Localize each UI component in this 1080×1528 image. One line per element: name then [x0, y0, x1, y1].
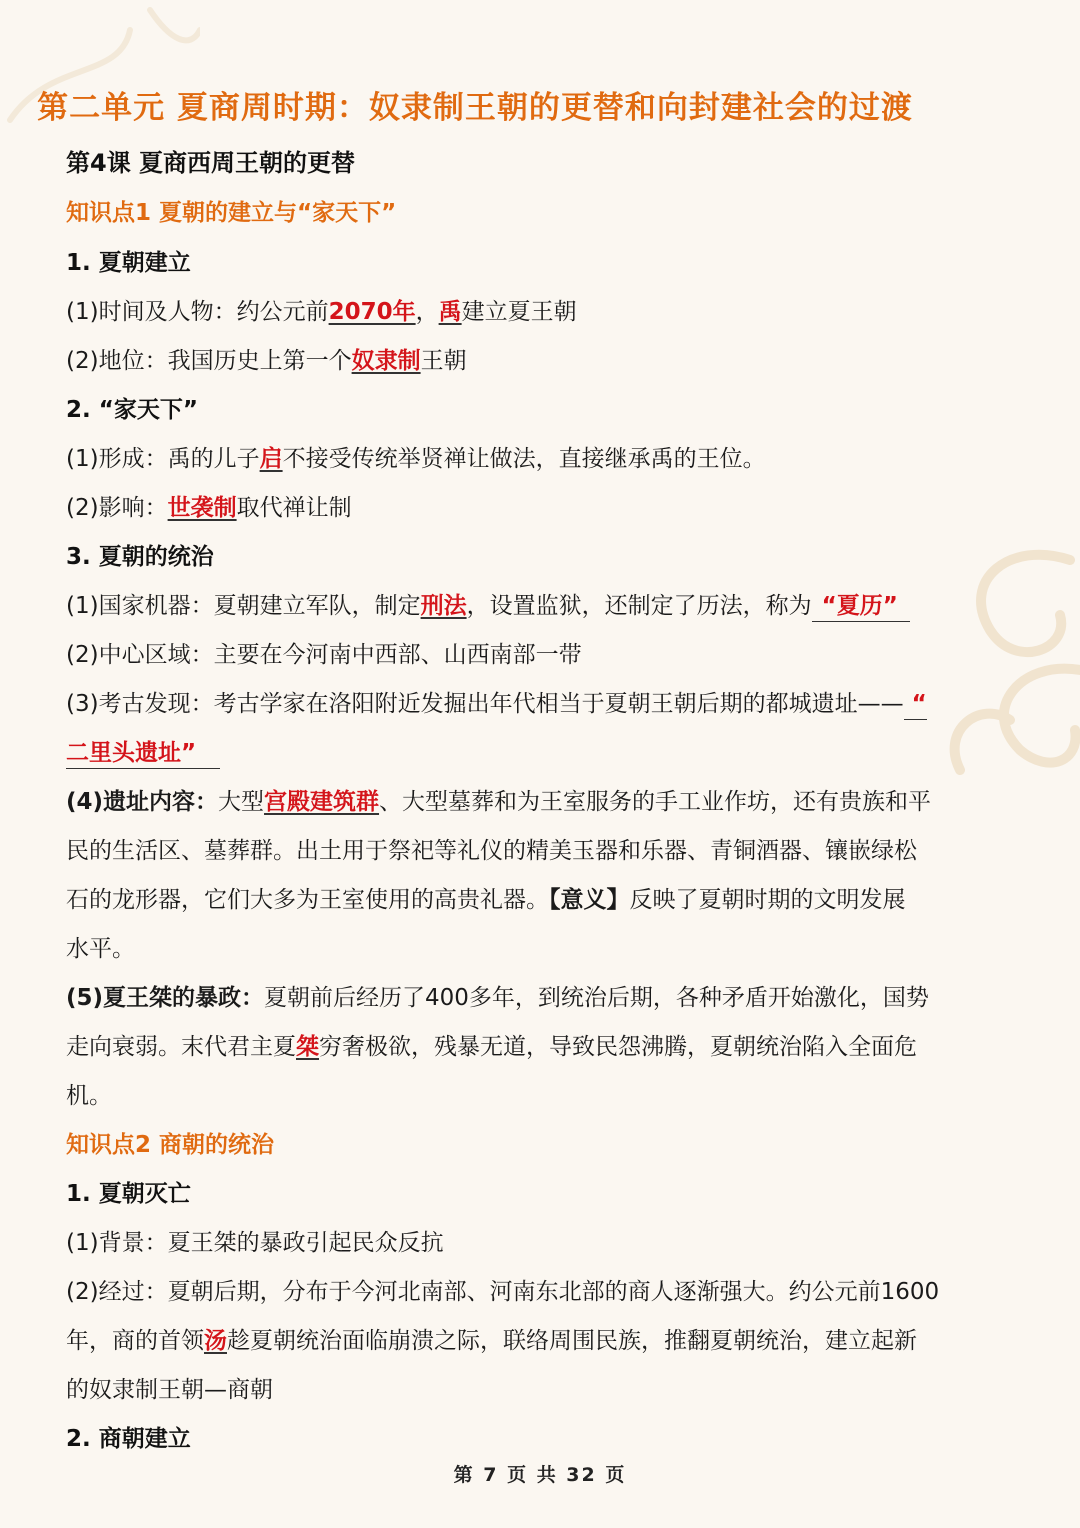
key-term: 奴隶制: [351, 348, 421, 374]
text-line: 水平。: [66, 936, 135, 962]
text-line: (1)背景：夏王桀的暴政引起民众反抗: [66, 1230, 444, 1256]
page-number: 第 7 页 共 32 页: [453, 1464, 627, 1486]
key-term: 宫殿建筑群: [264, 789, 380, 815]
knowledge-point-2-heading: 知识点2 商朝的统治: [66, 1132, 275, 1158]
section-heading: 2. “家天下”: [66, 397, 198, 423]
text-line: 年，商的首领汤趁夏朝统治面临崩溃之际，联络周围民族，推翻夏朝统治，建立起新: [66, 1328, 917, 1354]
key-term: 二里头遗址”: [66, 740, 197, 766]
text-line: (4)遗址内容：大型宫殿建筑群、大型墓葬和为王室服务的手工业作坊，还有贵族和平: [66, 789, 932, 815]
key-term: 启: [259, 446, 283, 472]
text-line: 的奴隶制王朝—商朝: [66, 1377, 273, 1403]
text-line: (3)考古发现：考古学家在洛阳附近发掘出年代相当于夏朝王朝后期的都城遗址—— “: [66, 689, 1016, 720]
knowledge-point-1-heading: 知识点1 夏朝的建立与“家天下”: [66, 200, 397, 226]
key-term: 2070年: [328, 299, 416, 325]
text-line: (1)时间及人物：约公元前2070年，禹建立夏王朝: [66, 299, 577, 325]
text-line: 走向衰弱。末代君主夏桀穷奢极欲，残暴无道，导致民怨沸腾，夏朝统治陷入全面危: [66, 1034, 917, 1060]
text-line: 石的龙形器，它们大多为王室使用的高贵礼器。【意义】反映了夏朝时期的文明发展: [66, 887, 906, 913]
key-term: 汤: [204, 1328, 227, 1354]
text-line: 机。: [66, 1083, 112, 1109]
text-line: (1)形成：禹的儿子启不接受传统举贤禅让做法，直接继承禹的王位。: [66, 446, 766, 472]
key-term: “夏历”: [821, 593, 898, 619]
text-line: (2)地位：我国历史上第一个奴隶制王朝: [66, 348, 467, 374]
text-line: (1)国家机器：夏朝建立军队，制定刑法，设置监狱，还制定了历法，称为 “夏历”: [66, 591, 1016, 622]
key-term: “: [911, 691, 927, 717]
text-line: 民的生活区、墓葬群。出土用于祭祀等礼仪的精美玉器和乐器、青铜酒器、镶嵌绿松: [66, 838, 917, 864]
lesson-title: 第4课 夏商西周王朝的更替: [66, 149, 356, 177]
key-term: 禹: [438, 299, 462, 325]
text-line: (2)影响：世袭制取代禅让制: [66, 495, 352, 521]
key-term: 刑法: [420, 593, 467, 619]
text-line: (2)中心区域：主要在今河南中西部、山西南部一带: [66, 642, 582, 668]
text-line: [66, 738, 1016, 769]
text-line: (2)经过：夏朝后期，分布于今河北南部、河南东北部的商人逐渐强大。约公元前1600: [66, 1279, 940, 1305]
key-term: 桀: [296, 1034, 319, 1060]
section-heading: 1. 夏朝灭亡: [66, 1181, 191, 1207]
section-heading: 1. 夏朝建立: [66, 250, 191, 276]
unit-title: 第二单元 夏商周时期：奴隶制王朝的更替和向封建社会的过渡: [37, 90, 913, 126]
section-heading: 3. 夏朝的统治: [66, 544, 214, 570]
text-line: (5)夏王桀的暴政：夏朝前后经历了400多年，到统治后期，各种矛盾开始激化，国势: [66, 985, 929, 1011]
section-heading: 2. 商朝建立: [66, 1426, 191, 1452]
key-term: 世袭制: [167, 495, 237, 521]
